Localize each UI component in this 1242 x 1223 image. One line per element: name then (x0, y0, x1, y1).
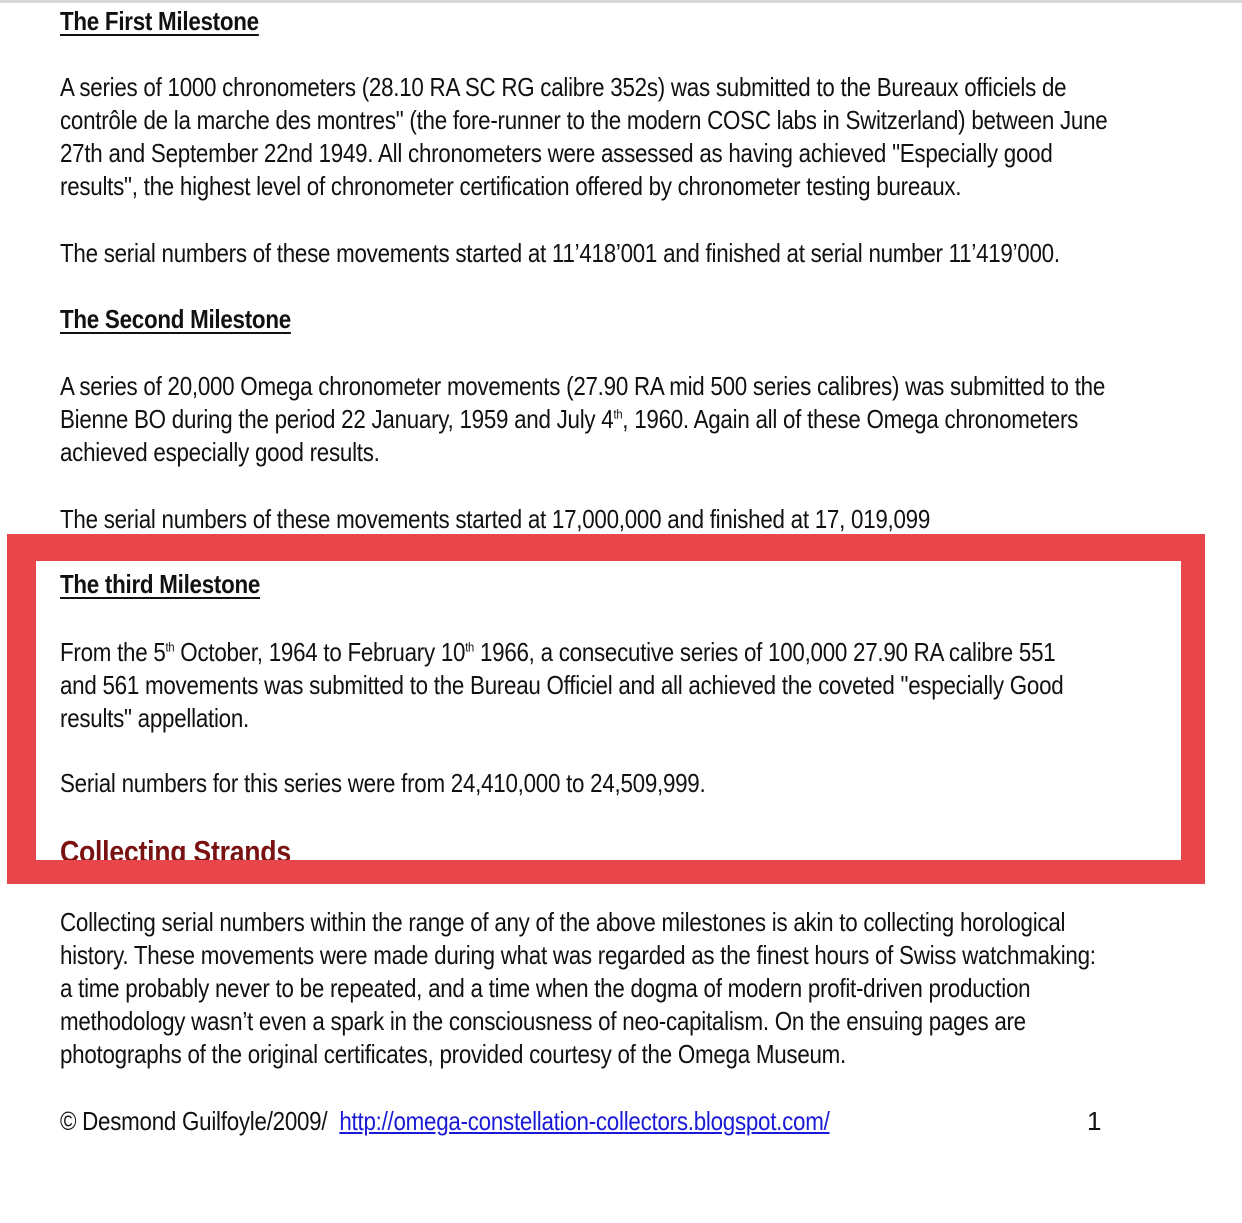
text-segment: October, 1964 to February 10 (174, 637, 466, 667)
third-milestone-paragraph (60, 636, 1187, 735)
first-milestone-heading: The First Milestone (60, 6, 259, 36)
collecting-strands-paragraph (60, 906, 1187, 1071)
text-line: a time probably never to be repeated, and a time when the dogma of modern profit-driven production (60, 973, 1031, 1003)
ordinal-superscript: th (465, 639, 475, 655)
text-line: Collecting serial numbers within the range of any of the above milestones is akin to collecting horological (60, 907, 1066, 937)
text-line: results" appellation. (60, 703, 249, 733)
collecting-strands-title: Collecting Strands (60, 834, 291, 869)
blog-link[interactable]: http://omega-constellation-collectors.blogspot.com/ (339, 1106, 830, 1136)
first-milestone-serials: The serial numbers of these movements started at 11’418’001 and finished at serial number 11’419’000. (60, 238, 1060, 268)
text-line: contrôle de la marche des montres" (the fore-runner to the modern COSC labs in Switzerland) between June (60, 105, 1108, 135)
second-milestone-heading: The Second Milestone (60, 304, 291, 334)
page-number: 1 (1087, 1106, 1102, 1136)
third-milestone-serials: Serial numbers for this series were from 24,410,000 to 24,509,999. (60, 768, 706, 798)
text-line: A series of 1000 chronometers (28.10 RA SC RG calibre 352s) was submitted to the Bureaux officiels de (60, 72, 1067, 102)
text-line: and 561 movements was submitted to the Bureau Officiel and all achieved the coveted "especially Good (60, 670, 1064, 700)
text-line: 27th and September 22nd 1949. All chronometers were assessed as having achieved "Especially good (60, 138, 1053, 168)
ordinal-superscript: th (165, 639, 175, 655)
text-segment: From the 5 (60, 637, 166, 667)
text-line: achieved especially good results. (60, 437, 380, 467)
ordinal-superscript: th (613, 406, 623, 422)
text-segment: 1966, a consecutive series of 100,000 27.90 RA calibre 551 (474, 637, 1056, 667)
text-line: A series of 20,000 Omega chronometer movements (27.90 RA mid 500 series calibres) was submitted to the (60, 371, 1106, 401)
text-line: photographs of the original certificates, provided courtesy of the Omega Museum. (60, 1039, 846, 1069)
text-line: results", the highest level of chronometer certification offered by chronometer testing bureaux. (60, 171, 962, 201)
third-milestone-heading: The third Milestone (60, 569, 261, 599)
copyright-text: © Desmond Guilfoyle/2009/ (60, 1106, 328, 1136)
footer (60, 1106, 830, 1137)
text-segment: Bienne BO during the period 22 January, 1959 and July 4 (60, 404, 614, 434)
text-line: methodology wasn’t even a spark in the consciousness of neo-capitalism. On the ensuing pages are (60, 1006, 1026, 1036)
second-milestone-paragraph (60, 370, 1187, 469)
text-segment: , 1960. Again all of these Omega chronometers (622, 404, 1079, 434)
text-line (60, 404, 1078, 434)
second-milestone-serials: The serial numbers of these movements started at 17,000,000 and finished at 17, 019,099 (60, 504, 931, 534)
text-line (60, 637, 1055, 667)
text-line: history. These movements were made during what was regarded as the finest hours of Swiss watchmaking: (60, 940, 1096, 970)
first-milestone-paragraph (60, 71, 1187, 203)
